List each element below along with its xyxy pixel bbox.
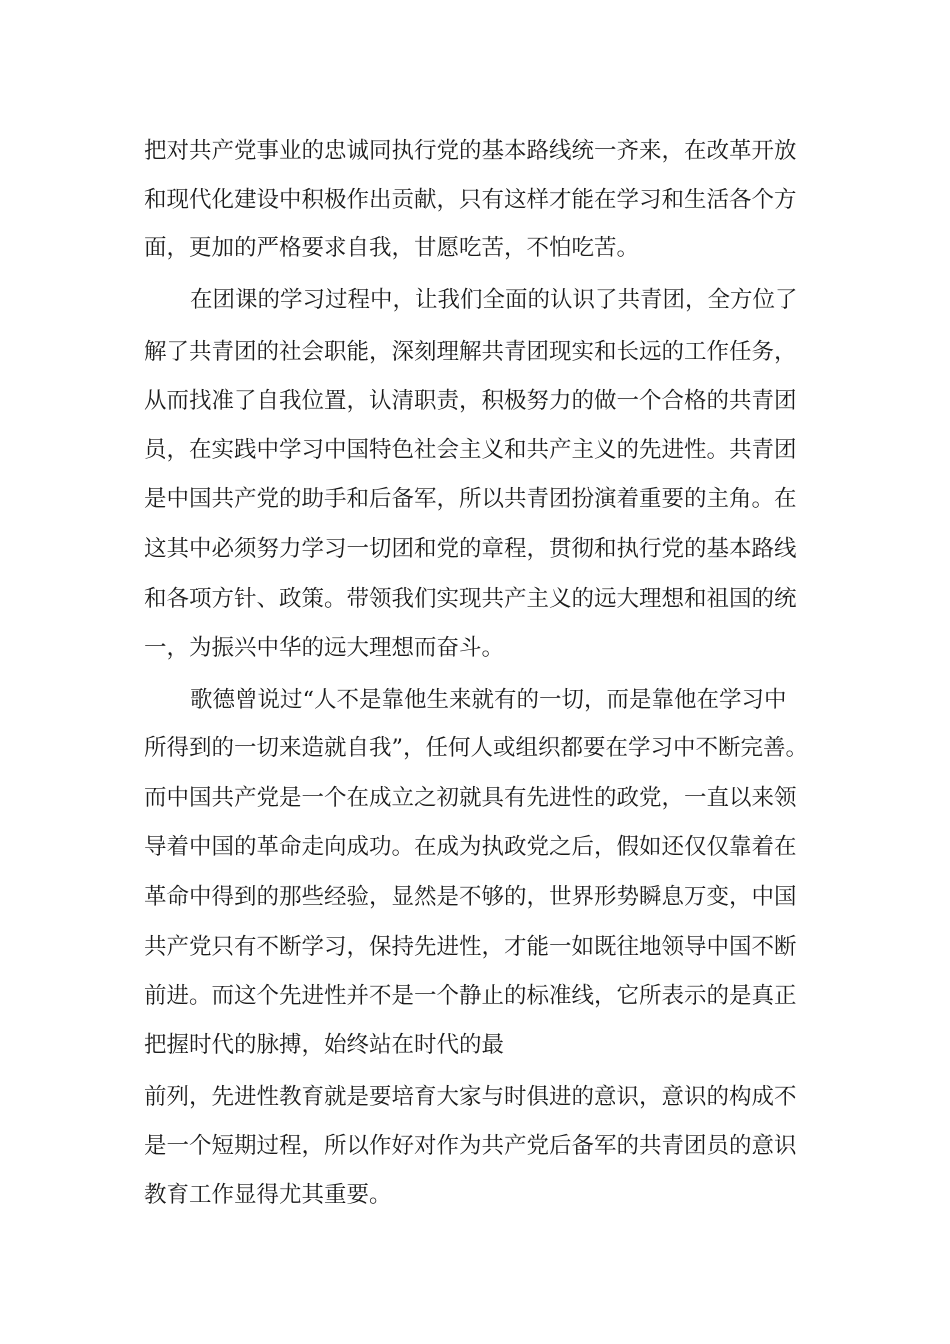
paragraph-start-line: 歌德曾说过“人不是靠他生来就有的一切，而是靠他在学习中: [190, 687, 787, 713]
text-line: 革命中得到的那些经验，显然是不够的，世界形势瞬息万变，中国: [144, 884, 797, 910]
text-line: 这其中必须努力学习一切团和党的章程，贯彻和执行党的基本路线: [144, 536, 797, 562]
text-line: 是中国共产党的助手和后备军，所以共青团扮演着重要的主角。在: [144, 486, 797, 512]
text-line: 前列，先进性教育就是要培育大家与时俱进的意识，意识的构成不: [144, 1084, 797, 1110]
text-line: 和现代化建设中积极作出贡献，只有这样才能在学习和生活各个方: [144, 187, 797, 213]
text-line: 把握时代的脉搏，始终站在时代的最: [144, 1032, 505, 1058]
text-line: 而中国共产党是一个在成立之初就具有先进性的政党，一直以来领: [144, 785, 797, 811]
text-line: 导着中国的革命走向成功。在成为执政党之后，假如还仅仅靠着在: [144, 834, 797, 860]
text-line: 把对共产党事业的忠诚同执行党的基本路线统一齐来，在改革开放: [144, 138, 797, 164]
text-line: 教育工作显得尤其重要。: [144, 1182, 392, 1208]
text-line: 共产党只有不断学习，保持先进性，才能一如既往地领导中国不断: [144, 934, 797, 960]
text-line: 和各项方针、政策。带领我们实现共产主义的远大理想和祖国的统: [144, 586, 797, 612]
text-line: 员，在实践中学习中国特色社会主义和共产主义的先进性。共青团: [144, 437, 797, 463]
text-line: 从而找准了自我位置，认清职责，积极努力的做一个合格的共青团: [144, 388, 797, 414]
paragraph-start-line: 在团课的学习过程中，让我们全面的认识了共青团，全方位了: [190, 287, 798, 313]
text-line: 面，更加的严格要求自我，甘愿吃苦，不怕吃苦。: [144, 235, 640, 261]
text-line: 所得到的一切来造就自我”，任何人或组织都要在学习中不断完善。: [144, 735, 809, 761]
text-line: 解了共青团的社会职能，深刻理解共青团现实和长远的工作任务，: [144, 339, 797, 365]
text-line: 是一个短期过程，所以作好对作为共产党后备军的共青团员的意识: [144, 1133, 797, 1159]
text-line: 一，为振兴中华的远大理想而奋斗。: [144, 635, 505, 661]
text-line: 前进。而这个先进性并不是一个静止的标准线，它所表示的是真正: [144, 983, 797, 1009]
